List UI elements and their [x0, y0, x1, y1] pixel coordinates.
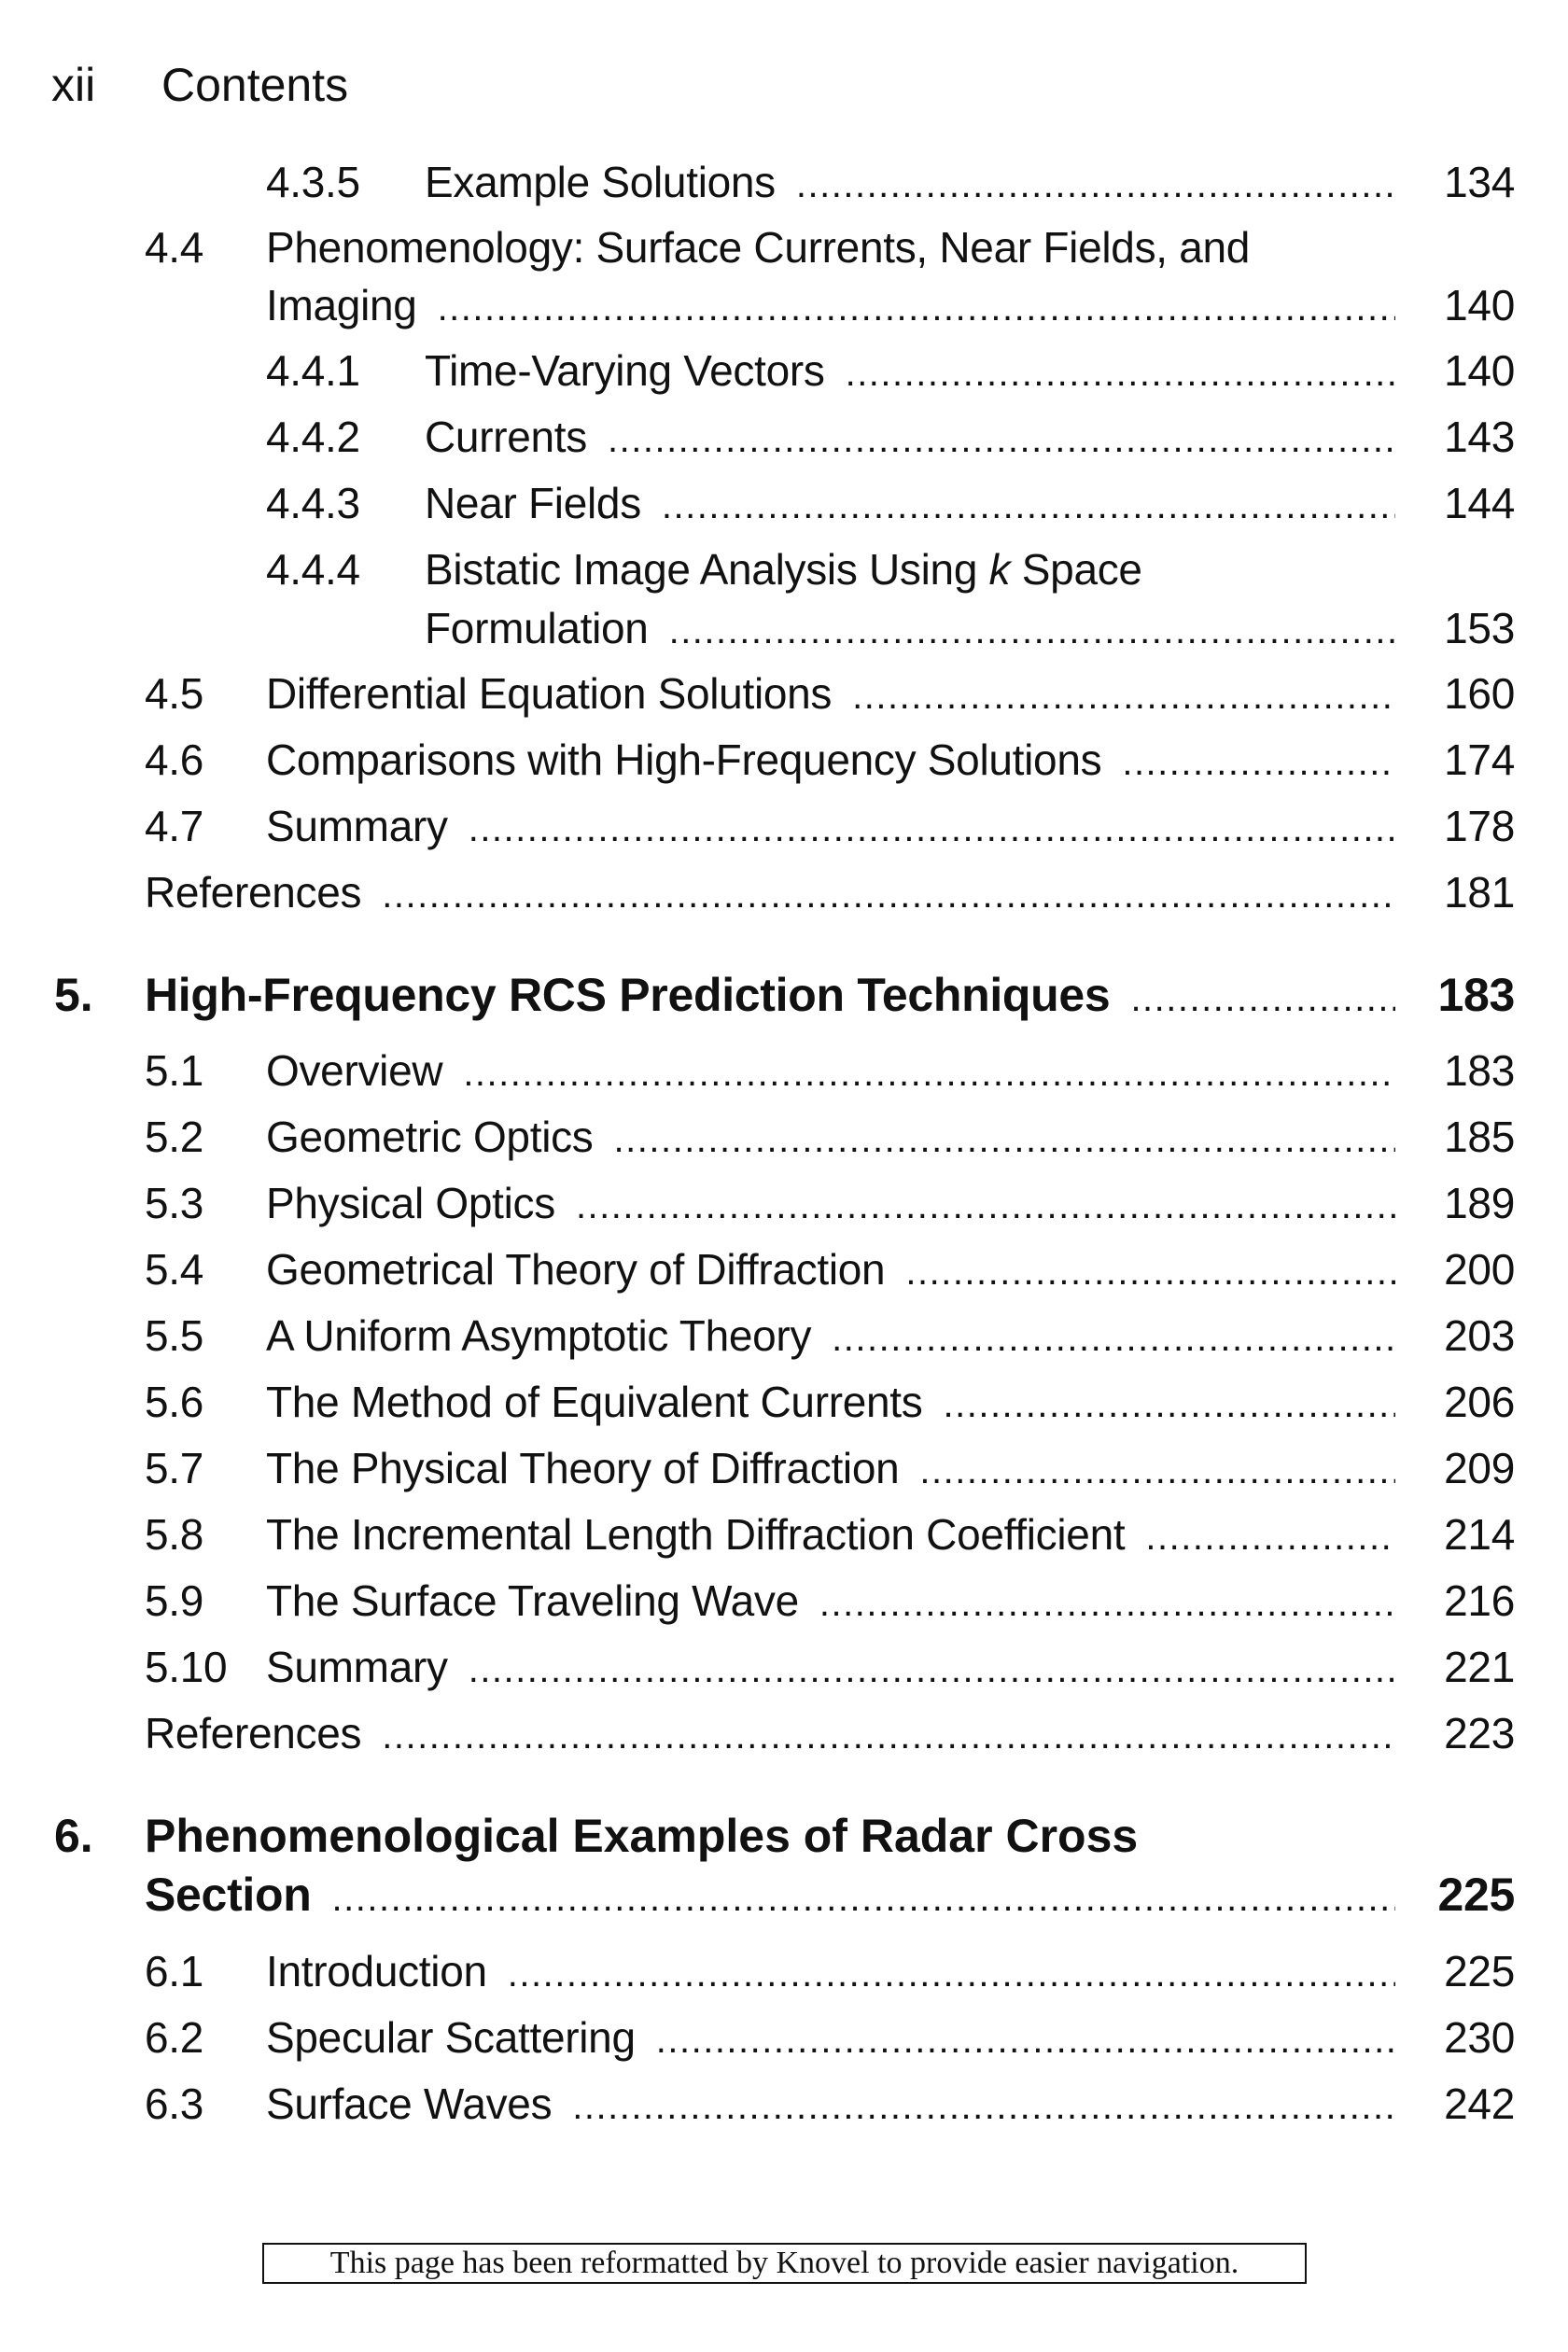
toc-entry-title-line2: Formulation — [425, 604, 649, 652]
toc-entry-title: The Surface Traveling Wave — [266, 1576, 799, 1625]
chapter-number: 6. — [54, 1810, 93, 1862]
toc-entry-page: 200 — [1444, 1245, 1515, 1294]
toc-entry-page: 242 — [1444, 2079, 1515, 2128]
toc-entry-number: 6.3 — [145, 2079, 204, 2128]
toc-entry-number: 4.4.2 — [266, 413, 360, 461]
toc-entry-references-4[interactable] — [145, 867, 1515, 917]
toc-entry-5-8[interactable] — [266, 1509, 1515, 1560]
dot-leader — [469, 1649, 1395, 1691]
toc-entry-page: 225 — [1444, 1947, 1515, 1995]
toc-entry-number: 6.1 — [145, 1947, 204, 1995]
toc-entry-title: Currents — [425, 413, 587, 461]
toc-entry-number: 5.7 — [145, 1444, 204, 1492]
dot-leader — [656, 2020, 1395, 2062]
dot-leader — [1122, 742, 1395, 784]
toc-entry-title: Introduction — [266, 1947, 487, 1995]
toc-entry-page: 143 — [1444, 413, 1515, 461]
toc-entry-4-4-4[interactable] — [425, 603, 1515, 653]
toc-entry-number: 5.2 — [145, 1113, 204, 1161]
toc-entry-5-5[interactable] — [266, 1310, 1515, 1361]
toc-entry-page: 183 — [1444, 1046, 1515, 1095]
page-title: Contents — [161, 59, 349, 111]
toc-entry-4-5[interactable] — [266, 668, 1515, 719]
toc-entry-number: 4.6 — [145, 735, 204, 784]
toc-entry-title: References — [145, 1709, 362, 1757]
page-number: xii — [51, 59, 96, 111]
toc-entry-title-line1: Bistatic Image Analysis Using k Space — [425, 545, 1142, 594]
toc-entry-number: 6.2 — [145, 2013, 204, 2062]
toc-entry-number: 5.3 — [145, 1179, 204, 1227]
toc-entry-number: 4.3.5 — [266, 158, 360, 206]
toc-entry-page: 140 — [1444, 281, 1515, 329]
toc-entry-page: 214 — [1444, 1510, 1515, 1559]
toc-entry-4-7[interactable] — [266, 801, 1515, 851]
toc-entry-page: 140 — [1444, 346, 1515, 395]
toc-entry-title: A Uniform Asymptotic Theory — [266, 1311, 812, 1360]
toc-entry-number: 5.9 — [145, 1576, 204, 1625]
toc-entry-title: Specular Scattering — [266, 2013, 636, 2062]
toc-entry-title: Near Fields — [425, 479, 641, 527]
toc-chapter-6[interactable] — [145, 1868, 1515, 1922]
toc-entry-title: Surface Waves — [266, 2079, 553, 2128]
toc-entry-title: Example Solutions — [425, 158, 776, 206]
toc-entry-page: 134 — [1444, 158, 1515, 206]
toc-entry-title: Comparisons with High-Frequency Solutions — [266, 735, 1102, 784]
toc-entry-5-6[interactable] — [266, 1377, 1515, 1427]
dot-leader — [382, 1715, 1395, 1757]
toc-entry-references-5[interactable] — [145, 1708, 1515, 1758]
toc-entry-4-4[interactable] — [266, 280, 1515, 330]
toc-entry-number: 4.7 — [145, 802, 204, 850]
toc-entry-title: Summary — [266, 802, 448, 850]
toc-entry-page: 206 — [1444, 1378, 1515, 1426]
dot-leader — [905, 1252, 1395, 1294]
dot-leader — [382, 875, 1395, 917]
toc-entry-page: 178 — [1444, 802, 1515, 850]
toc-entry-page: 153 — [1444, 604, 1515, 652]
toc-entry-title: Summary — [266, 1643, 448, 1691]
toc-entry-number: 5.6 — [145, 1378, 204, 1426]
toc-entry-5-9[interactable] — [266, 1575, 1515, 1626]
dot-leader — [332, 1878, 1396, 1920]
toc-entry-4-4-2[interactable] — [425, 412, 1515, 462]
chapter-number: 5. — [54, 969, 93, 1021]
toc-entry-number: 4.4.1 — [266, 346, 360, 395]
toc-entry-title-line1: Phenomenology: Surface Currents, Near Fields, and — [266, 223, 1251, 272]
toc-entry-6-3[interactable] — [266, 2079, 1515, 2129]
toc-entry-5-7[interactable] — [266, 1443, 1515, 1493]
toc-entry-title: The Incremental Length Diffraction Coefficient — [266, 1510, 1126, 1559]
toc-entry-title: Physical Optics — [266, 1179, 555, 1227]
toc-entry-page: 181 — [1444, 868, 1515, 917]
dot-leader — [832, 1318, 1395, 1360]
dot-leader — [614, 1119, 1395, 1161]
dot-leader — [943, 1384, 1395, 1426]
toc-entry-title: Time-Varying Vectors — [425, 346, 825, 395]
toc-entry-5-3[interactable] — [266, 1178, 1515, 1228]
dot-leader — [572, 2086, 1395, 2128]
toc-entry-page: 185 — [1444, 1113, 1515, 1161]
toc-entry-title: The Physical Theory of Diffraction — [266, 1444, 900, 1492]
toc-entry-5-4[interactable] — [266, 1244, 1515, 1295]
dot-leader — [576, 1185, 1395, 1227]
toc-entry-5-10[interactable] — [266, 1642, 1515, 1692]
dot-leader — [669, 610, 1395, 652]
dot-leader — [919, 1450, 1395, 1492]
dot-leader — [608, 419, 1395, 461]
toc-entry-number: 5.5 — [145, 1311, 204, 1360]
toc-entry-number: 4.4.3 — [266, 479, 360, 527]
toc-entry-page: 216 — [1444, 1576, 1515, 1625]
toc-entry-number: 4.5 — [145, 669, 204, 718]
toc-entry-title: Geometric Optics — [266, 1113, 594, 1161]
toc-chapter-5[interactable] — [145, 968, 1515, 1022]
dot-leader — [508, 1953, 1395, 1995]
toc-entry-page: 189 — [1444, 1179, 1515, 1227]
chapter-page: 183 — [1437, 969, 1515, 1021]
dot-leader — [463, 1053, 1395, 1095]
toc-entry-number: 5.4 — [145, 1245, 204, 1294]
toc-entry-title: References — [145, 868, 362, 917]
knovel-note: This page has been reformatted by Knovel to provide easier navigation. — [262, 2243, 1307, 2284]
dot-leader — [852, 676, 1395, 718]
toc-entry-4-6[interactable] — [266, 735, 1515, 785]
toc-entry-title: Geometrical Theory of Diffraction — [266, 1245, 886, 1294]
toc-entry-4-4-3[interactable] — [425, 478, 1515, 528]
toc-entry-6-2[interactable] — [266, 2012, 1515, 2063]
dot-leader — [438, 287, 1395, 329]
dot-leader — [846, 353, 1395, 395]
toc-entry-page: 223 — [1444, 1709, 1515, 1757]
toc-entry-4-3-5[interactable] — [425, 157, 1515, 207]
page-header — [51, 58, 348, 112]
toc-entry-number: 5.1 — [145, 1046, 204, 1095]
toc-entry-page: 209 — [1444, 1444, 1515, 1492]
dot-leader — [662, 485, 1395, 527]
toc-entry-4-4-1[interactable] — [425, 345, 1515, 396]
chapter-page: 225 — [1437, 1869, 1515, 1921]
toc-entry-number: 5.10 — [145, 1643, 228, 1691]
chapter-title-line2: Section — [145, 1869, 312, 1921]
toc-entry-title: The Method of Equivalent Currents — [266, 1378, 923, 1426]
toc-entry-number: 4.4 — [145, 223, 204, 272]
dot-leader — [1145, 1517, 1395, 1559]
dot-leader — [819, 1583, 1395, 1625]
toc-entry-5-1[interactable] — [266, 1045, 1515, 1096]
toc-entry-6-1[interactable] — [266, 1946, 1515, 1996]
toc-entry-page: 160 — [1444, 669, 1515, 718]
toc-entry-title-line2: Imaging — [266, 281, 417, 329]
toc-entry-number: 4.4.4 — [266, 545, 360, 594]
toc-entry-title: Overview — [266, 1046, 443, 1095]
toc-entry-5-2[interactable] — [266, 1112, 1515, 1162]
toc-entry-page: 203 — [1444, 1311, 1515, 1360]
dot-leader — [1130, 978, 1395, 1020]
toc-entry-page: 221 — [1444, 1643, 1515, 1691]
chapter-title: High-Frequency RCS Prediction Techniques — [145, 969, 1111, 1021]
dot-leader — [796, 164, 1395, 206]
toc-entry-page: 174 — [1444, 735, 1515, 784]
dot-leader — [469, 808, 1395, 850]
toc-entry-page: 230 — [1444, 2013, 1515, 2062]
chapter-title-line1: Phenomenological Examples of Radar Cross — [145, 1810, 1139, 1862]
toc-entry-page: 144 — [1444, 479, 1515, 527]
toc-entry-title: Differential Equation Solutions — [266, 669, 833, 718]
toc-entry-number: 5.8 — [145, 1510, 204, 1559]
